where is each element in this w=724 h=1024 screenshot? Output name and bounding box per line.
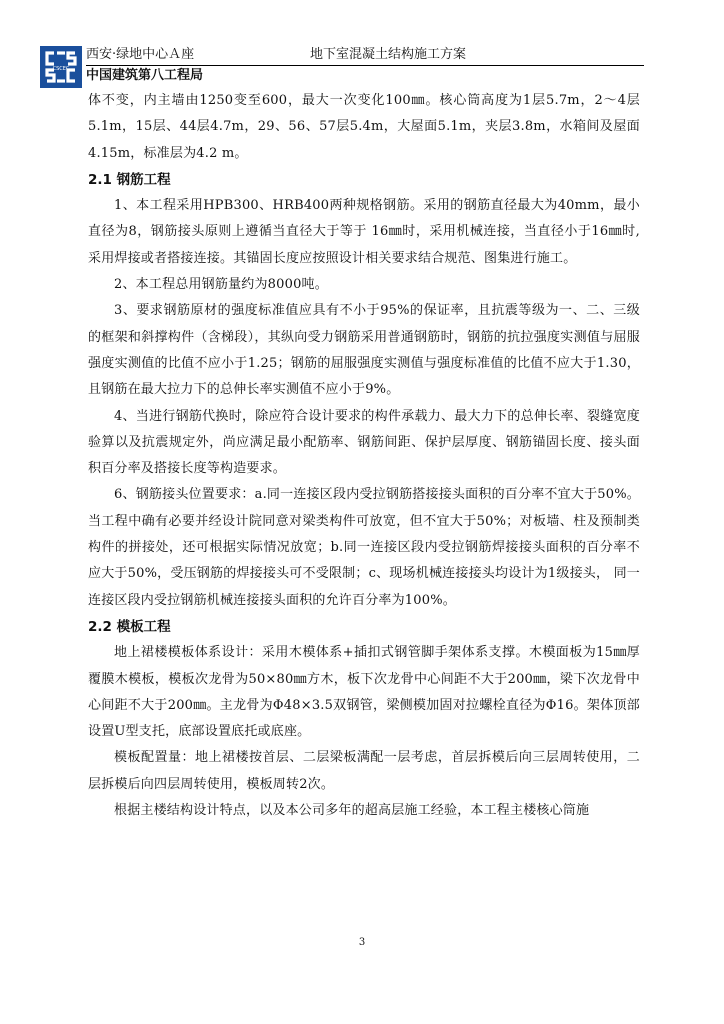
- header-project: 西安·绿地中心Ａ座: [86, 47, 195, 62]
- paragraph-rebar-3: 3、要求钢筋原材的强度标准值应具有不小于95%的保证率，且抗震等级为一、二、三级的框架和斜撑构件（含梯段），其纵向受力钢筋采用普通钢筋时，钢筋的抗拉强度实测值与屈服强度实测值的比值不应小于1.25；钢筋的屈服强度实测值与强度标准值的比值不应大于1.30，且钢筋在最大拉力下的总伸长率实测值不应小于9%。: [88, 303, 640, 398]
- paragraph-continued: 体不变，内主墙由1250变至600，最大一次变化100㎜。核心筒高度为1层5.7m，2～4层5.1m，15层、44层4.7m，29、56、57层5.4m，大屋面5.1m，夹层3.8m，水箱间及屋面4.15m，标准层为4.2 m。: [88, 93, 640, 161]
- paragraph-formwork-core: 根据主楼结构设计特点，以及本公司多年的超高层施工经验，本工程主楼核心筒施: [114, 803, 590, 819]
- paragraph-rebar-6: 6、钢筋接头位置要求：a.同一连接区段内受拉钢筋搭接接头面积的百分率不宜大于50%。当工程中确有必要并经设计院同意对梁类构件可放宽，但不宜大于50%；对板墙、柱及预制类构件的拼接处，还可根据实际情况放宽；b.同一连接区段内受拉钢筋焊接接头面积的百分率不应大于50%，受压钢筋的焊接接头可不受限制；c、现场机械连接接头均设计为1级接头， 同一连接区段内受拉钢筋机械连接接头面积的允许百分率为100%。: [88, 487, 640, 608]
- section-heading-rebar: 2.1 钢筋工程: [88, 171, 171, 188]
- paragraph-formwork-design: 地上裙楼模板体系设计：采用木模体系+插扣式钢管脚手架体系支撑。木模面板为15㎜厚覆膜木模板，模板次龙骨为50×80㎜方木，板下次龙骨中心间距不大于200㎜，梁下次龙骨中心间距不大于200㎜。主龙骨为Φ48×3.5双钢管，梁侧模加固对拉螺栓直径为Φ16。架体顶部设置U型支托，底部设置底托或底座。: [88, 645, 640, 740]
- paragraph-formwork-quantity: 模板配置量：地上裙楼按首层、二层梁板满配一层考虑，首层拆模后向三层周转使用，二层拆模后向四层周转使用，模板周转2次。: [88, 750, 640, 792]
- paragraph-rebar-4: 4、当进行钢筋代换时，除应符合设计要求的构件承载力、最大力下的总伸长率、裂缝宽度验算以及抗震规定外，尚应满足最小配筋率、钢筋间距、保护层厚度、钢筋锚固长度、接头面积百分率及搭接长度等构造要求。: [88, 408, 640, 477]
- document-body: [88, 88, 640, 824]
- header-org: 中国建筑第八工程局: [86, 68, 204, 83]
- header-doc-title: 地下室混凝土结构施工方案: [310, 47, 467, 62]
- page-number: 3: [358, 937, 366, 948]
- cscec-logo: [40, 46, 82, 88]
- page-header: [40, 38, 644, 88]
- section-heading-formwork: 2.2 模板工程: [88, 618, 171, 635]
- svg-text:CSCEC: CSCEC: [52, 66, 70, 72]
- paragraph-rebar-1: 1、本工程采用HPB300、HRB400两种规格钢筋。采用的钢筋直径最大为40mm，最小直径为8，钢筋接头原则上遵循当直径大于等于 16㎜时，采用机械连接，当直径小于16㎜时,采用焊接或者搭接连接。其锚固长度应按照设计相关要求结合规范、图集进行施工。: [88, 198, 640, 266]
- paragraph-rebar-2: 2、本工程总用钢筋量约为8000吨。: [114, 277, 328, 293]
- header-rule: [86, 65, 644, 66]
